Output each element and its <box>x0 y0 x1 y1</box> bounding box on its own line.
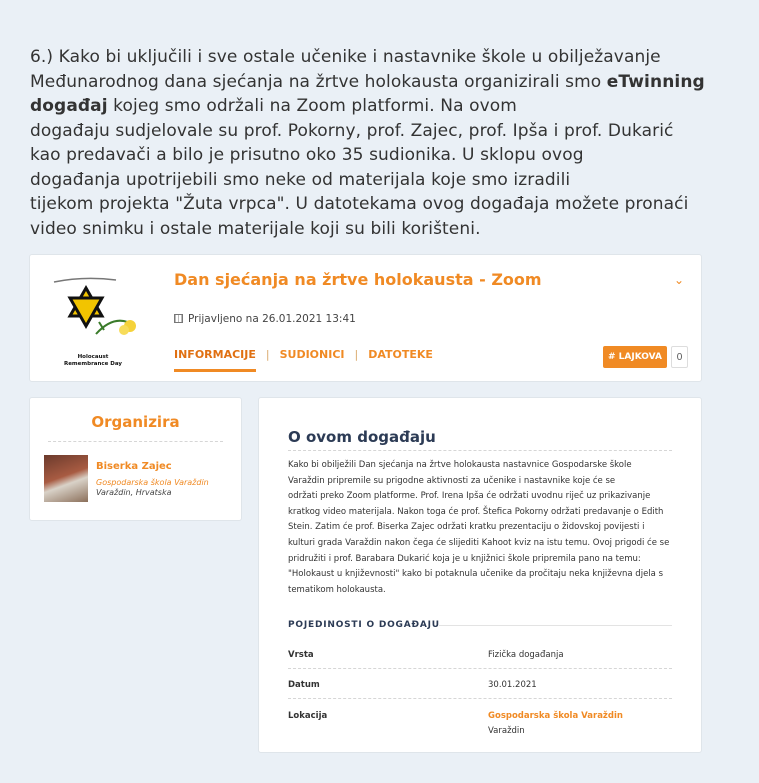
chevron-down-icon[interactable]: ⌄ <box>673 273 684 287</box>
calendar-icon <box>174 314 183 323</box>
divider <box>439 625 672 626</box>
event-header-card <box>29 254 702 382</box>
about-line: kratkog video materijala. Nakon toga će prof. Štefica Pokorny održati predavanje o Edith <box>288 506 664 517</box>
about-line: Varaždin pripremile su prigodne aktivnosti za učenike i nastavnike koje će se <box>288 475 616 486</box>
organizer-city: Varaždin, Hrvatska <box>96 488 172 497</box>
event-tabs <box>174 348 433 372</box>
intro-line-6: događanja upotrijebili smo neke od materijala koje smo izradili <box>30 169 571 190</box>
logo-caption: Holocaust Remembrance Day <box>63 354 123 367</box>
detail-value: Varaždin <box>488 726 525 736</box>
detail-label: Lokacija <box>288 711 328 721</box>
about-line: Kako bi obilježili Dan sjećanja na žrtve holokausta nastavnice Gospodarske škole <box>288 460 632 470</box>
registered-text: Prijavljeno na 26.01.2021 13:41 <box>188 313 356 325</box>
like-button[interactable]: # LAJKOVA <box>603 346 667 368</box>
details-heading: POJEDINOSTI O DOGAĐAJU <box>288 620 440 630</box>
like-count: 0 <box>671 346 688 368</box>
organizer-heading: Organizira <box>91 413 180 431</box>
detail-value: Fizička događanja <box>488 650 564 660</box>
intro-line-4: događaju sudjelovale su prof. Pokorny, prof. Zajec, prof. Ipša i prof. Dukarić <box>30 120 674 141</box>
intro-line-8: video snimku i ostale materijale koji su bili korišteni. <box>30 218 481 239</box>
divider <box>288 668 672 669</box>
detail-value: 30.01.2021 <box>488 680 537 690</box>
tab-datoteke[interactable]: DATOTEKE <box>368 348 433 361</box>
intro-line-5: kao predavači a bilo je prisutno oko 35 sudionika. U sklopu ovog <box>30 145 584 165</box>
about-event-card <box>258 397 702 753</box>
tab-divider: | <box>354 348 359 361</box>
organizer-card <box>29 397 242 521</box>
intro-text-1: 6.) Kako bi uključili i sve ostale učenike i nastavnike škole u obilježavanje Međunarodnog dana sjećanja na žrtve holokausta organizirali smo <box>30 47 661 92</box>
divider <box>48 441 223 442</box>
tab-divider: | <box>265 348 270 361</box>
organizer-name[interactable]: Biserka Zajec <box>96 461 172 472</box>
intro-text-2: kojeg smo održali na Zoom platformi. Na ovom <box>107 96 517 116</box>
holocaust-remembrance-logo <box>44 274 154 368</box>
about-heading: O ovom događaju <box>288 428 436 446</box>
intro-bold-event: eTwinning događaj <box>30 71 705 116</box>
intro-paragraph <box>30 45 745 241</box>
about-line: Stein. Zatim će prof. Biserka Zajec održati kratku prezentaciju o židovskoj povijesti i <box>288 522 645 533</box>
about-line: pridružiti i prof. Barabara Dukarić koja je u knjižnici škole pripremila pano na temu: <box>288 553 641 564</box>
event-title[interactable]: Dan sjećanja na žrtve holokausta - Zoom <box>174 270 542 289</box>
about-line: održati preko Zoom platforme. Prof. Irena Ipša će održati uvodnu riječ uz prikazivanje <box>288 491 651 502</box>
organizer-school[interactable]: Gospodarska škola Varaždin <box>96 478 209 487</box>
about-line: kulturi grada Varaždin nakon čega će slijediti Kahoot kviz na istu temu. Ovoj prigodi će se <box>288 537 670 548</box>
location-link[interactable]: Gospodarska škola Varaždin <box>488 711 623 721</box>
divider <box>288 698 672 699</box>
divider <box>288 450 672 451</box>
about-line: tematikom holokausta. <box>288 584 386 595</box>
intro-line-7: tijekom projekta "Žuta vrpca". U datotekama ovog događaja možete pronaći <box>30 194 689 214</box>
about-line: "Holokaust u književnosti" kako bi potaknula učenike da pročitaju neka književna djela s <box>288 569 663 580</box>
detail-label: Datum <box>288 680 320 690</box>
about-description <box>288 458 678 598</box>
tab-sudionici[interactable]: SUDIONICI <box>279 348 345 361</box>
registered-date <box>174 313 356 325</box>
detail-label: Vrsta <box>288 650 314 660</box>
avatar[interactable] <box>44 455 88 502</box>
tab-informacije[interactable]: INFORMACIJE <box>174 348 256 372</box>
